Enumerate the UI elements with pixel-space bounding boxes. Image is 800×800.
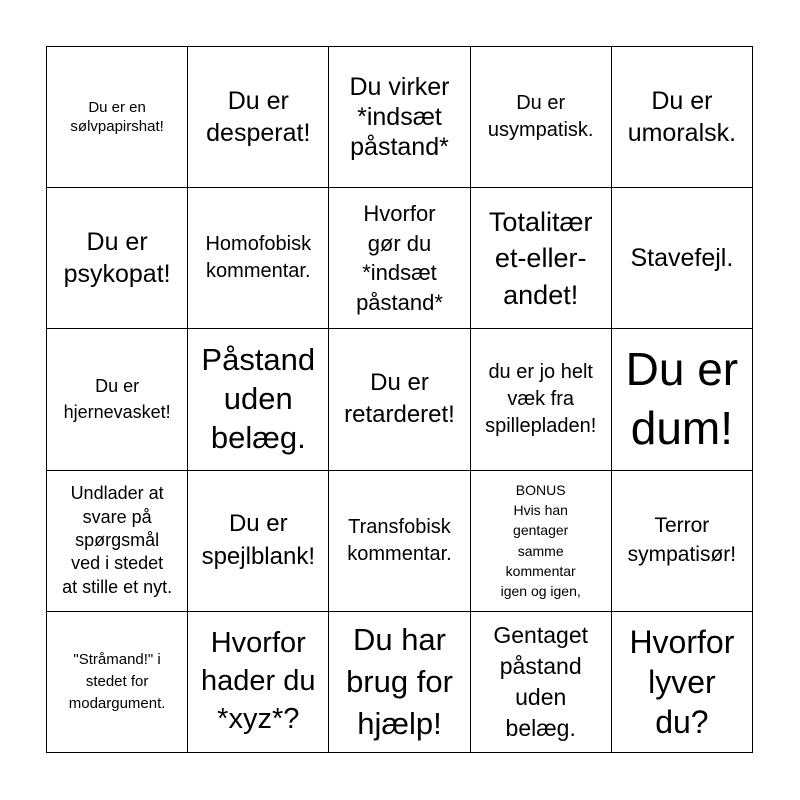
cell-text: Hvorfor gør du *indsæt påstand* <box>356 200 443 315</box>
bingo-cell[interactable] <box>188 329 329 470</box>
bingo-cell[interactable] <box>188 471 329 612</box>
bingo-cell[interactable] <box>471 47 612 188</box>
cell-text: Transfobisk kommentar. <box>347 515 452 565</box>
cell-text: Hvorfor lyver du? <box>629 623 735 740</box>
bingo-board <box>46 46 753 753</box>
cell-text: Du virker *indsæt påstand* <box>349 73 450 162</box>
cell-text: du er jo helt væk fra spillepladen! <box>485 360 597 437</box>
bingo-cell[interactable] <box>329 471 470 612</box>
bingo-cell[interactable] <box>329 612 470 753</box>
cell-text: Du er hjernevasket! <box>63 376 171 423</box>
bingo-cell[interactable] <box>47 329 188 470</box>
bingo-cell[interactable] <box>471 329 612 470</box>
cell-text: Du er usympatisk. <box>487 92 594 142</box>
cell-text: Terror sympatisør! <box>627 514 737 566</box>
bingo-cell[interactable] <box>612 329 753 470</box>
cell-text: Homofobisk kommentar. <box>205 233 312 283</box>
bingo-cell[interactable] <box>188 47 329 188</box>
cell-text: Gentaget påstand uden belæg. <box>493 621 589 741</box>
cell-text: Du er spejlblank! <box>201 510 315 570</box>
cell-text: "Stråmand!" i stedet for modargument. <box>68 651 166 712</box>
cell-text: Du er desperat! <box>206 86 311 148</box>
bingo-cell[interactable] <box>188 612 329 753</box>
bingo-cell[interactable] <box>329 329 470 470</box>
bingo-cell[interactable] <box>329 188 470 329</box>
bingo-cell[interactable] <box>47 471 188 612</box>
bingo-cell[interactable] <box>47 188 188 329</box>
cell-text: Hvorfor hader du *xyz*? <box>201 627 316 735</box>
bingo-cell[interactable] <box>471 612 612 753</box>
bingo-cell[interactable] <box>188 188 329 329</box>
bingo-cell[interactable] <box>612 47 753 188</box>
cell-text: Du er psykopat! <box>63 227 171 289</box>
bingo-cell[interactable] <box>612 471 753 612</box>
bingo-cell[interactable] <box>612 188 753 329</box>
bingo-cell[interactable] <box>612 612 753 753</box>
cell-text: Totalitær et-eller- andet! <box>488 206 593 310</box>
cell-text: Du har brug for hjælp! <box>346 622 453 741</box>
cell-text: Du er umoralsk. <box>627 86 737 148</box>
bingo-cell[interactable] <box>471 188 612 329</box>
cell-text: Påstand uden belæg. <box>201 342 316 455</box>
cell-text: Undlader at svare på spørgsmål ved i stedet at stille et nyt. <box>62 483 173 597</box>
bingo-cell[interactable] <box>47 47 188 188</box>
bingo-cell[interactable] <box>329 47 470 188</box>
bingo-cell[interactable] <box>47 612 188 753</box>
cell-text: Du er en sølvpapirshat! <box>70 98 164 136</box>
bingo-cell[interactable] <box>471 471 612 612</box>
cell-text: BONUS Hvis han gentager samme kommentar igen og igen, <box>500 481 581 600</box>
cell-text: Du er retarderet! <box>344 369 455 429</box>
cell-text: Du er dum! <box>625 342 739 455</box>
cell-text: Stavefejl. <box>630 244 734 273</box>
